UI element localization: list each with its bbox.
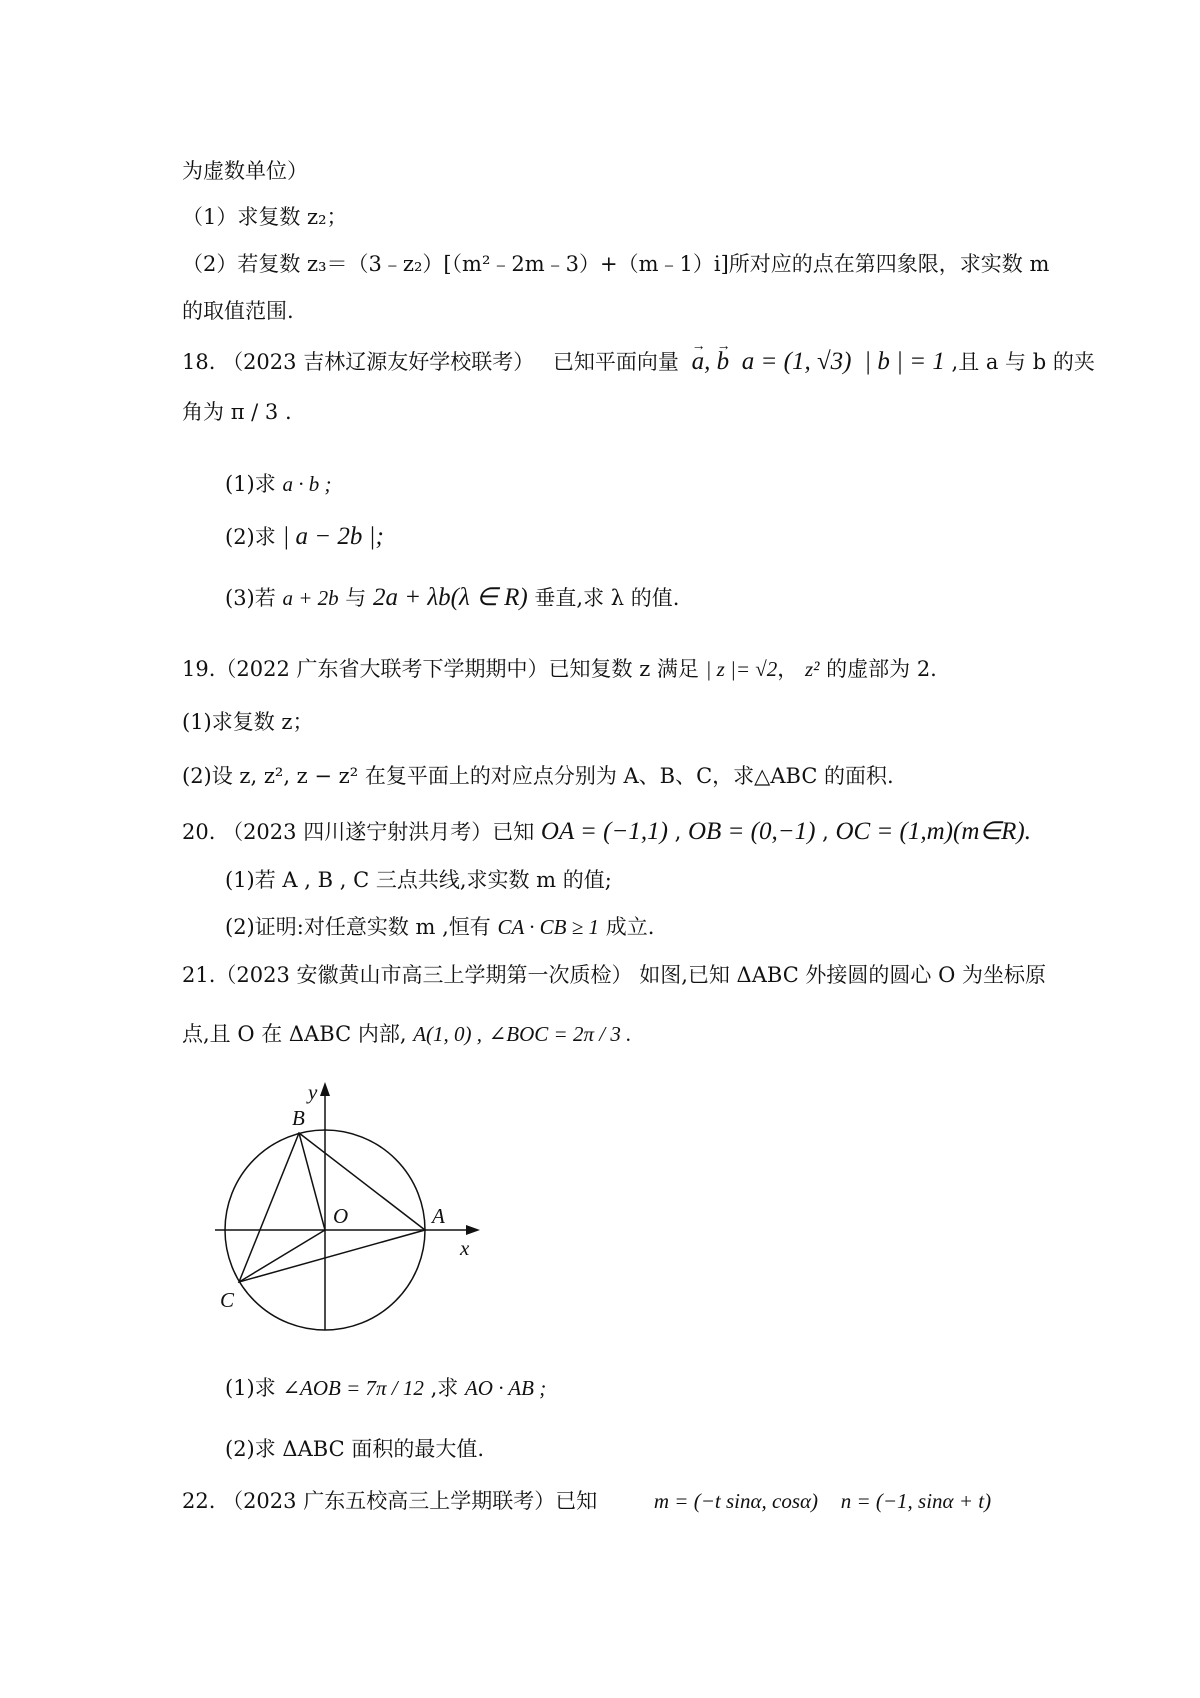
question-19-part2: (2)设 z, z², z − z² 在复平面上的对应点分别为 A、B、C，求△ABC 的面积. [182,764,894,788]
segment-OC [239,1230,325,1282]
question-20-part1: (1)若 A , B , C 三点共线,求实数 m 的值; [225,868,612,892]
dot-product-ab: a · b ; [282,472,332,496]
a-plus-2b: a + 2b [282,586,339,610]
q18-known: 已知平面向量 [552,350,679,374]
text-line: （1）求复数 z₂； [182,205,348,229]
q19-end: 的虚部为 2. [826,657,937,681]
q20-part2-label: (2)证明:对任意实数 m ,恒有 [225,915,491,939]
q21-part1-label: (1)求 [225,1376,276,1400]
vectors-a-b: → a, → b [692,348,730,375]
pi-over-3: π / 3 [230,400,279,424]
vector-OB: OB = (0,−1) [687,818,816,845]
question-21-part2: (2)求 ΔABC 面积的最大值. [225,1437,484,1461]
q21-part1-mid: ,求 [430,1376,459,1400]
segment-OB [299,1133,325,1230]
q21-line2-text: 点,且 O 在 ΔABC 内部, [182,1022,407,1046]
question-22-head [182,1487,991,1515]
q18-part3-mid: 与 [345,586,367,610]
question-19-part1: (1)求复数 z； [182,710,314,734]
label-C: C [220,1288,235,1312]
question-18-head [182,348,1095,376]
q18-part3-end: 垂直,求 λ 的值. [534,586,680,610]
vector-m: m = (−t sinα, cosα) [653,1489,819,1513]
question-21-part1 [225,1374,546,1402]
norm-a-minus-2b: | a − 2b |; [282,523,384,550]
question-20-part2 [225,913,654,941]
a-vector-value: a = (1, √3) [741,348,852,375]
label-y: y [308,1080,318,1104]
z-squared: z² [804,657,820,681]
q18-part3-label: (3)若 [225,586,276,610]
q18-part2-label: (2)求 [225,525,276,549]
label-B: B [292,1106,305,1130]
y-axis-arrow-icon [320,1082,330,1096]
label-A: A [432,1204,445,1228]
b-norm: | b | = 1 [864,348,945,375]
q18-angle-label: 角为 [182,400,224,424]
two-a-plus-lambda-b: 2a + λb(λ ∈ R) [372,584,528,611]
text-line: 的取值范围. [182,299,294,323]
AO-dot-AB: AO · AB ; [464,1376,547,1400]
point-A-coords: A(1, 0) , [413,1022,483,1046]
angle-BOC: ∠BOC = 2π / 3 . [488,1022,632,1046]
label-x: x [460,1236,470,1260]
question-20-head: 20. （2023 四川遂宁射洪月考）已知 OA = (−1,1) , OB = (0,−1) , OC = (1,m)(m∈R). [182,818,1031,845]
question-18-part1 [225,470,331,498]
question-19-head: 19.（2022 广东省大联考下学期期中）已知复数 z 满足 | z |= √2， z² 的虚部为 2. [182,657,937,681]
text-line: 为虚数单位） [182,159,308,183]
q18-head: 18. （2023 吉林辽源友好学校联考） [182,350,535,374]
question-21-line2 [182,1020,631,1048]
question-21-head: 21.（2023 安徽黄山市高三上学期第一次质检） 如图,已知 ΔABC 外接圆的圆心 O 为坐标原 [182,963,1047,987]
q20-head: 20. （2023 四川遂宁射洪月考）已知 [182,820,535,844]
abs-z: | z |= √2 [705,657,778,681]
q22-head: 22. （2023 广东五校高三上学期联考）已知 [182,1489,598,1513]
triangle-ABC [239,1133,425,1282]
text-line: （2）若复数 z₃＝（3﹣z₂）[（m²﹣2m﹣3）+（m﹣1）i]所对应的点在第四象限，求实数 m [182,252,1050,276]
question-18-part2 [225,523,384,551]
vector-OA: OA = (−1,1) [540,818,668,845]
q20-part2-end: 成立. [605,915,655,939]
q18-end: ,且 a 与 b 的夹 [951,350,1095,374]
label-O: O [333,1204,349,1228]
CA-dot-CB: CA · CB ≥ 1 [497,915,600,939]
q19-head: 19.（2022 广东省大联考下学期期中）已知复数 z 满足 [182,657,699,681]
x-axis-arrow-icon [466,1225,480,1235]
question-18-part3 [225,584,679,612]
circle-figure [200,1075,500,1335]
question-18-angle: 角为 π / 3 . [182,400,292,424]
vector-OC: OC = (1,m)(m∈R). [835,818,1031,845]
angle-AOB: ∠AOB = 7π / 12 [282,1376,424,1400]
vector-n: n = (−1, sinα + t) [840,1489,992,1513]
q18-part1-label: (1)求 [225,472,276,496]
